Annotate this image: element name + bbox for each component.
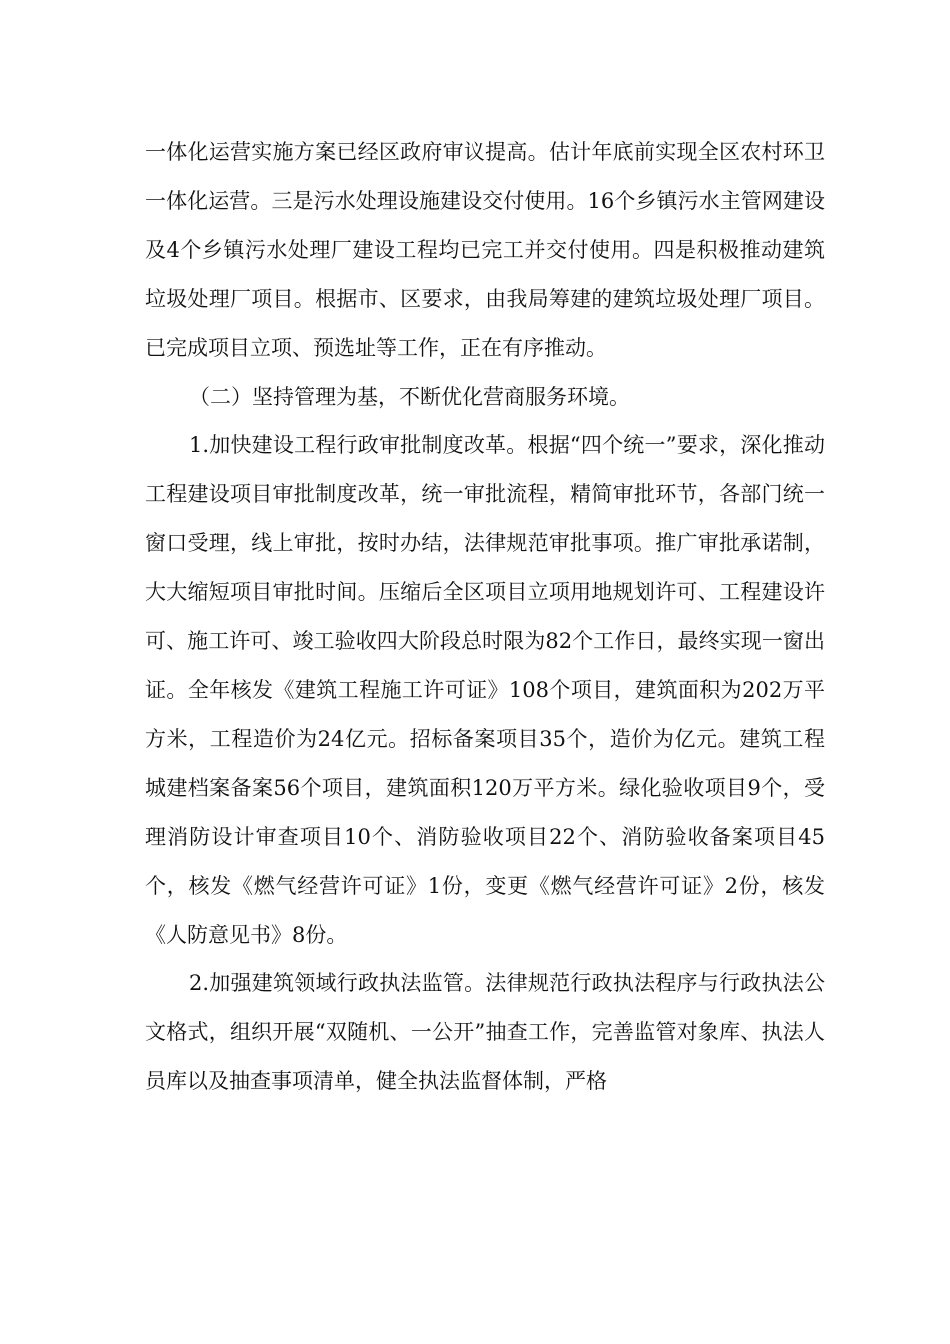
- paragraph-approval-reform: 1.加快建设工程行政审批制度改革。根据“四个统一”要求，深化推动工程建设项目审批制度改革，统一审批流程，精简审批环节，各部门统一窗口受理，线上审批，按时办结，法律规范审批事项。推广审批承诺制，大大缩短项目审批时间。压缩后全区项目立项用地规划许可、工程建设许可、施工许可、竣工验收四大阶段总时限为82个工作日，最终实现一窗出证。全年核发《建筑工程施工许可证》108个项目，建筑面积为202万平方米，工程造价为24亿元。招标备案项目35个，造价为亿元。建筑工程城建档案备案56个项目，建筑面积120万平方米。绿化验收项目9个，受理消防设计审查项目10个、消防验收项目22个、消防验收备案项目45个，核发《燃气经营许可证》1份，变更《燃气经营许可证》2份，核发《人防意见书》8份。: [145, 433, 825, 947]
- body-text: [145, 128, 825, 1106]
- section-heading: （二）坚持管理为基，不断优化营商服务环境。: [189, 384, 630, 409]
- paragraph-enforcement: 2.加强建筑领域行政执法监管。法律规范行政执法程序与行政执法公文格式，组织开展“双随机、一公开”抽查工作，完善监管对象库、执法人员库以及抽查事项清单，健全执法监督体制，严格: [145, 971, 825, 1094]
- paragraph-continuation: 一体化运营实施方案已经区政府审议提高。估计年底前实现全区农村环卫一体化运营。三是污水处理设施建设交付使用。16个乡镇污水主管网建设及4个乡镇污水处理厂建设工程均已完工并交付使用。四是积极推动建筑垃圾处理厂项目。根据市、区要求，由我局筹建的建筑垃圾处理厂项目。已完成项目立项、预选址等工作，正在有序推动。: [145, 140, 825, 360]
